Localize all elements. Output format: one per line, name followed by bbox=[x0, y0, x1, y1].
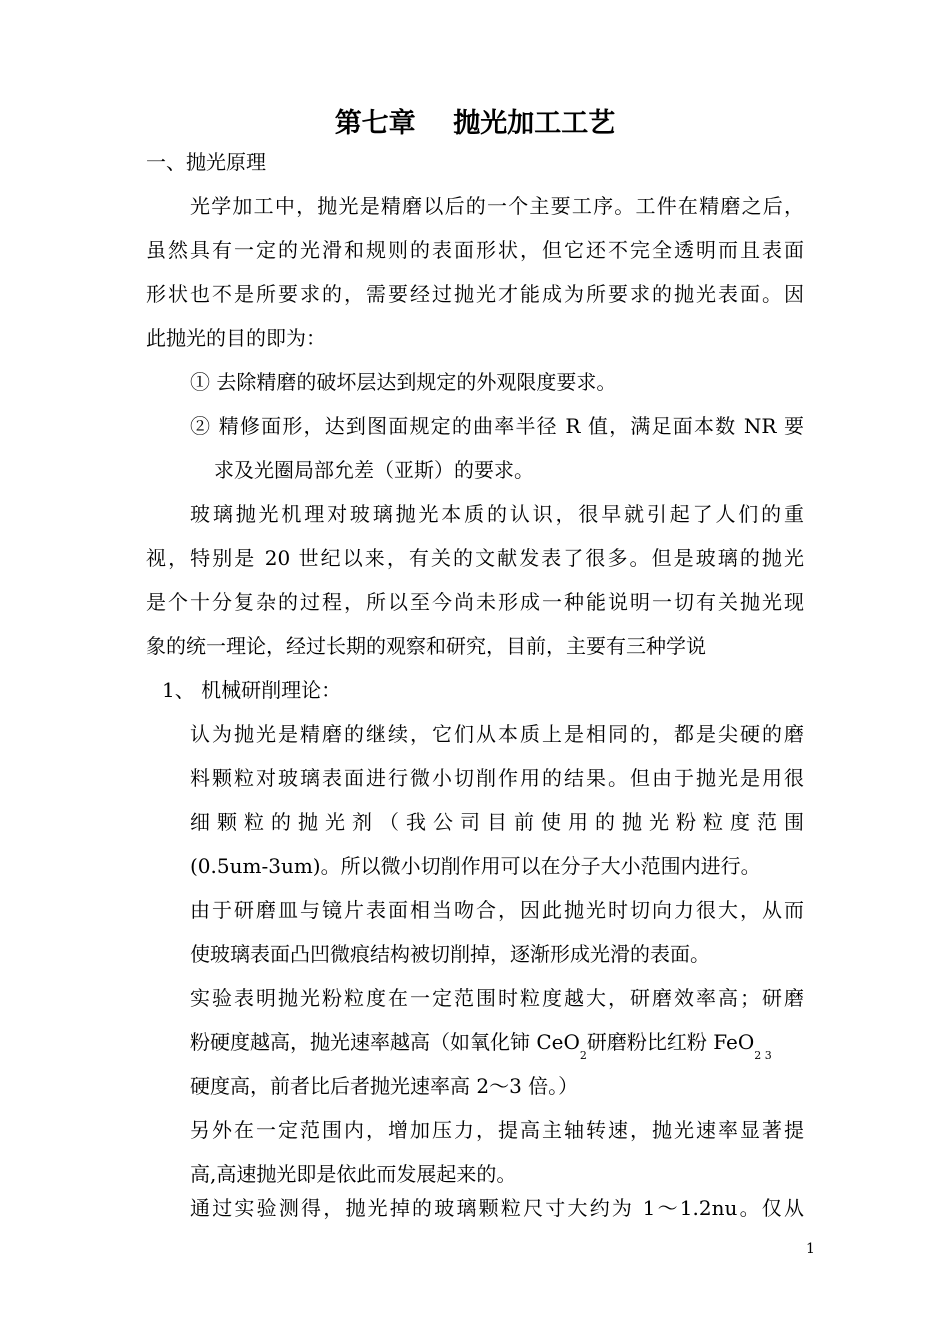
paragraph-line: 实验表明抛光粉粒度在一定范围时粒度越大，研磨效率高；研磨 bbox=[190, 986, 804, 1010]
paragraph-line-formula bbox=[190, 1027, 772, 1061]
paragraph-line: 形状也不是所要求的，需要经过抛光才能成为所要求的抛光表面。因 bbox=[146, 282, 804, 306]
paragraph-line: 虽然具有一定的光滑和规则的表面形状，但它还不完全透明而且表面 bbox=[146, 238, 804, 262]
formula-text: 研磨粉比红粉 FeO bbox=[586, 1030, 755, 1054]
subscript: 2 3 bbox=[754, 1049, 772, 1062]
list-item: ① 去除精磨的破坏层达到规定的外观限度要求。 bbox=[190, 370, 617, 394]
formula-text: 粉硬度越高，抛光速率越高（如氧化铈 CeO bbox=[190, 1030, 580, 1054]
paragraph-line: 光学加工中，抛光是精磨以后的一个主要工序。工件在精磨之后， bbox=[190, 194, 804, 218]
chapter-title: 第七章 抛光加工工艺 bbox=[334, 108, 616, 139]
paragraph-line: 料颗粒对玻璃表面进行微小切削作用的结果。但由于抛光是用很 bbox=[190, 766, 804, 790]
paragraph-line: (0.5um-3um)。所以微小切削作用可以在分子大小范围内进行。 bbox=[190, 854, 761, 878]
paragraph-line: 硬度高，前者比后者抛光速率高 2～3 倍。） bbox=[190, 1074, 579, 1098]
paragraph-line: 另外在一定范围内，增加压力，提高主轴转速，抛光速率显著提 bbox=[190, 1118, 804, 1142]
paragraph-line: 象的统一理论，经过长期的观察和研究，目前，主要有三种学说 bbox=[146, 634, 706, 658]
paragraph-line: 使玻璃表面凸凹微痕结构被切削掉，逐渐形成光滑的表面。 bbox=[190, 942, 710, 966]
paragraph-line: 认为抛光是精磨的继续，它们从本质上是相同的，都是尖硬的磨 bbox=[190, 722, 804, 746]
paragraph-line: 高,高速抛光即是依此而发展起来的。 bbox=[190, 1162, 517, 1186]
section-heading: 一、抛光原理 bbox=[146, 150, 266, 174]
paragraph-line: 通过实验测得，抛光掉的玻璃颗粒尺寸大约为 1～1.2nu。仅从 bbox=[190, 1196, 804, 1220]
paragraph-line: 此抛光的目的即为： bbox=[146, 326, 326, 350]
subscript: 2 bbox=[579, 1049, 587, 1062]
list-item: ② 精修面形，达到图面规定的曲率半径 R 值，满足面本数 NR 要 bbox=[190, 414, 804, 438]
subsection-heading: 1、 机械研削理论： bbox=[162, 678, 342, 702]
paragraph-line: 玻璃抛光机理对玻璃抛光本质的认识，很早就引起了人们的重 bbox=[190, 502, 804, 526]
paragraph-line: 细颗粒的抛光剂（我公司目前使用的抛光粉粒度范围 bbox=[190, 810, 804, 834]
paragraph-line: 视，特别是 20 世纪以来，有关的文献发表了很多。但是玻璃的抛光 bbox=[146, 546, 804, 570]
list-item-continuation: 求及光圈局部允差（亚斯）的要求。 bbox=[214, 458, 534, 482]
page-number: 1 bbox=[806, 1241, 815, 1257]
paragraph-line: 由于研磨皿与镜片表面相当吻合，因此抛光时切向力很大，从而 bbox=[190, 898, 804, 922]
paragraph-line: 是个十分复杂的过程，所以至今尚未形成一种能说明一切有关抛光现 bbox=[146, 590, 804, 614]
